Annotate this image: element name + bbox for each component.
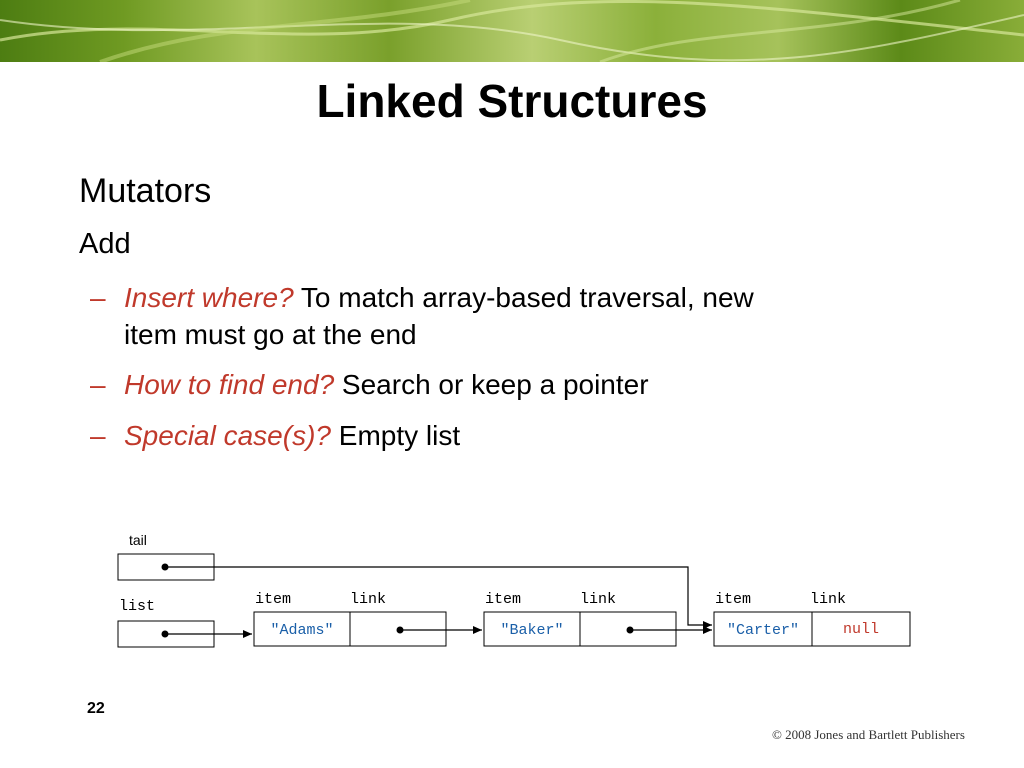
bullet-answer: To match array-based traversal, new (300, 282, 754, 313)
bullet-dash: – (90, 282, 106, 313)
bullet-dash: – (90, 420, 106, 451)
bullet-question: How to find end? (124, 369, 335, 400)
tail-label: tail (129, 532, 147, 548)
node-carter-value: "Carter" (726, 622, 800, 639)
bullet-answer: Empty list (338, 420, 461, 451)
copyright-notice: © 2008 Jones and Bartlett Publishers (772, 727, 965, 742)
item-header: item (715, 591, 752, 608)
bullet-answer: Search or keep a pointer (341, 369, 649, 400)
node-adams-value: "Adams" (270, 622, 334, 639)
bullet-answer-line2: item must go at the end (124, 319, 417, 350)
item-header: item (485, 591, 522, 608)
item-header: item (255, 591, 292, 608)
link-header: link (350, 591, 387, 608)
bullet-question: Insert where? (124, 282, 294, 313)
node-baker-value: "Baker" (500, 622, 564, 639)
bullet-dash: – (90, 369, 106, 400)
slide-title: Linked Structures (316, 75, 708, 127)
page-number: 22 (87, 700, 105, 717)
heading-mutators: Mutators (79, 172, 212, 210)
list-label: list (119, 598, 156, 615)
node-carter-null: null (842, 621, 880, 638)
link-header: link (810, 591, 847, 608)
link-header: link (580, 591, 617, 608)
subheading-add: Add (79, 228, 131, 260)
bullet-question: Special case(s)? (124, 420, 331, 451)
